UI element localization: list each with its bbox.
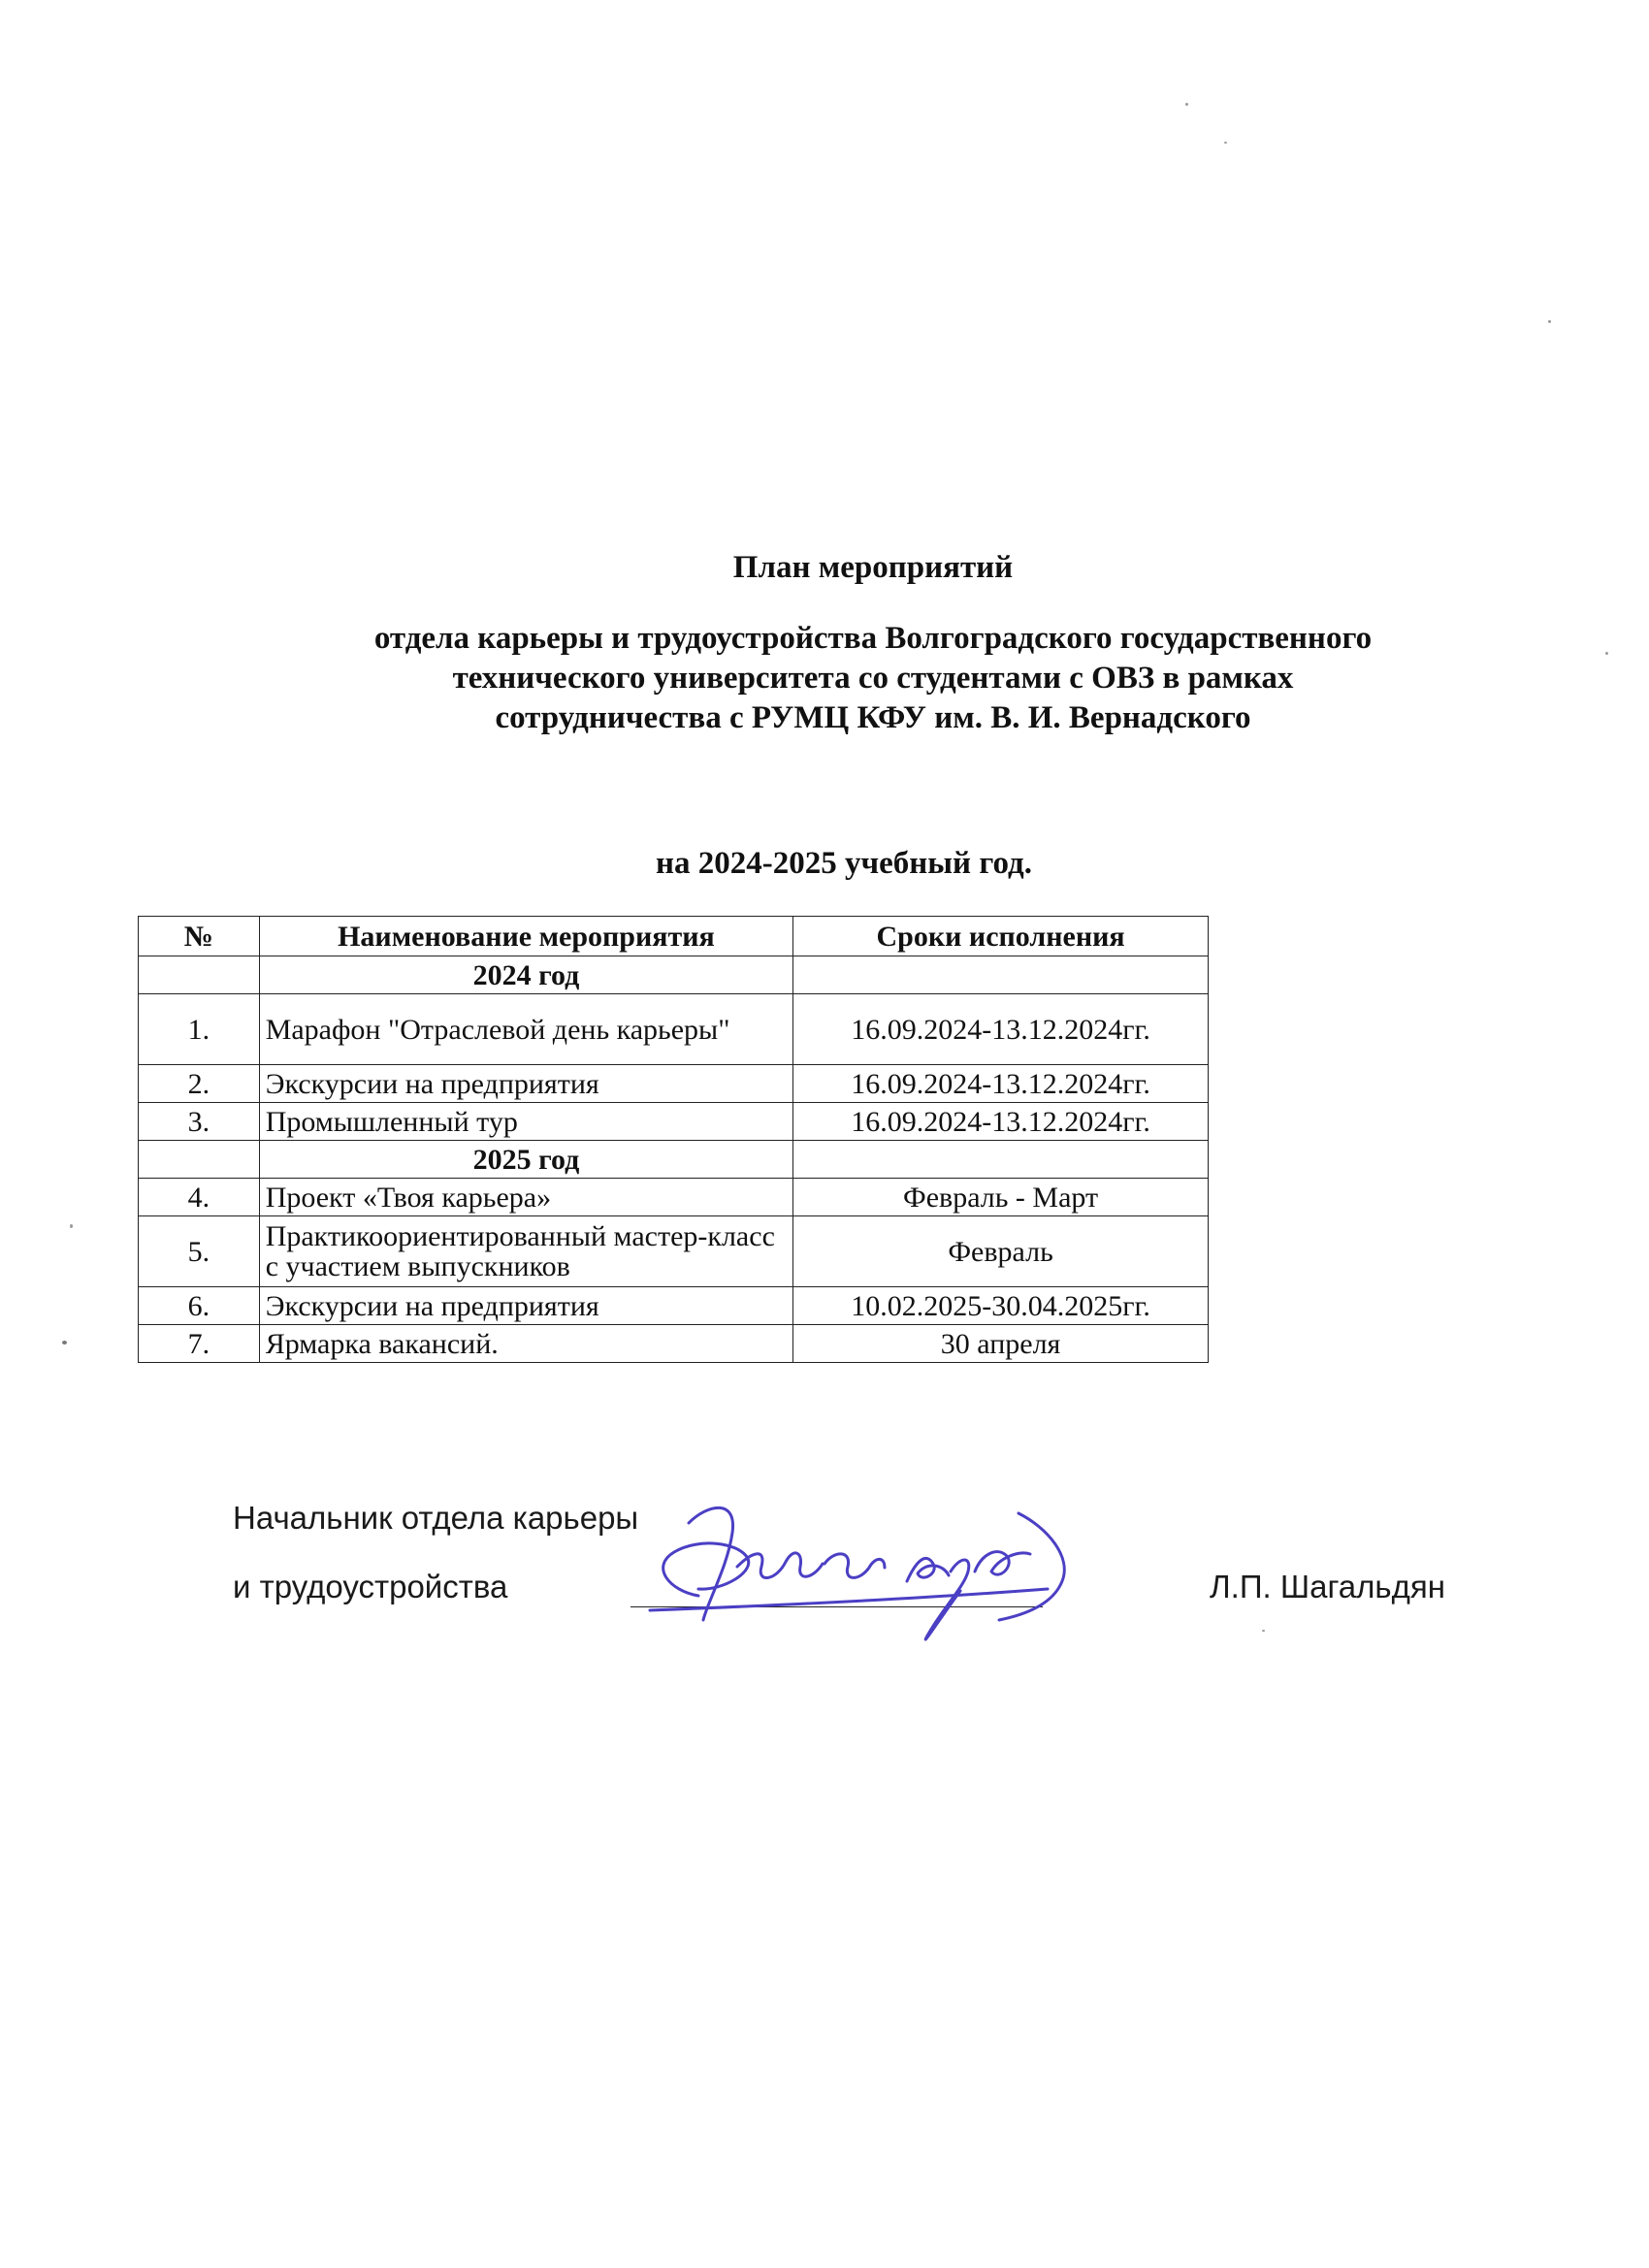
scan-speck [62,1341,67,1345]
year-group-label: 2024 год [259,956,792,994]
event-name: Экскурсии на предприятия [259,1287,792,1325]
handwritten-signature [630,1474,1086,1644]
scan-speck [1185,103,1188,106]
event-dates: 16.09.2024-13.12.2024гг. [793,1103,1209,1141]
signature-stroke [824,1554,885,1578]
event-name: Практикоориентированный мастер-класс с участием выпускников [259,1216,792,1287]
subtitle-line: отдела карьеры и трудоустройства Волгоградского государственного [373,621,1373,656]
row-number: 5. [139,1216,260,1287]
signer-position-line2: и трудоустройства [233,1569,508,1604]
row-number: 1. [139,994,260,1065]
row-number: 2. [139,1065,260,1103]
year-group-row [139,956,1209,994]
table-header-row [139,917,1209,956]
table-row [139,1179,1209,1216]
year-group-label: 2025 год [259,1141,792,1179]
event-dates: 10.02.2025-30.04.2025гг. [793,1287,1209,1325]
event-name: Проект «Твоя карьера» [259,1179,792,1216]
event-dates: Февраль [793,1216,1209,1287]
row-number: 6. [139,1287,260,1325]
signature-stroke [689,1507,733,1620]
row-number: 7. [139,1325,260,1363]
table-row [139,994,1209,1065]
empty-cell [139,956,260,994]
event-name: Марафон "Отраслевой день карьеры" [259,994,792,1065]
header-number: № [139,917,260,956]
header-deadlines: Сроки исполнения [793,917,1209,956]
events-table [138,916,1209,1363]
event-name: Ярмарка вакансий. [259,1325,792,1363]
signer-name: Л.П. Шагальдян [1210,1569,1445,1604]
signer-position-line1: Начальник отдела карьеры [233,1500,639,1536]
event-dates: 16.09.2024-13.12.2024гг. [793,994,1209,1065]
subtitle-line: сотрудничества с РУМЦ КФУ им. В. И. Вернадского [495,700,1251,735]
signature-stroke [737,1553,823,1578]
scan-speck [1262,1630,1265,1632]
row-number: 4. [139,1179,260,1216]
event-name: Промышленный тур [259,1103,792,1141]
scan-speck [1605,652,1608,655]
scan-speck [70,1224,73,1228]
header-event-name: Наименование мероприятия [259,917,792,956]
empty-cell [793,956,1209,994]
event-name: Экскурсии на предприятия [259,1065,792,1103]
subtitle-line: технического университета со студентами с ОВЗ в рамках [452,661,1294,696]
table-row [139,1065,1209,1103]
event-dates: 16.09.2024-13.12.2024гг. [793,1065,1209,1103]
academic-year: на 2024-2025 учебный год. [656,846,1032,881]
event-dates: 30 апреля [793,1325,1209,1363]
table-row [139,1325,1209,1363]
signature-stroke [663,1543,749,1596]
table-row [139,1287,1209,1325]
year-group-row [139,1141,1209,1179]
signature-stroke [975,1552,1030,1575]
scan-speck [1548,320,1551,323]
empty-cell [793,1141,1209,1179]
signature-stroke [907,1558,949,1581]
scan-speck [1224,142,1227,144]
table-row [139,1103,1209,1141]
table-row [139,1216,1209,1287]
document-title: План мероприятий [732,550,1014,585]
row-number: 3. [139,1103,260,1141]
empty-cell [139,1141,260,1179]
event-dates: Февраль - Март [793,1179,1209,1216]
document-subtitle [242,619,1504,738]
